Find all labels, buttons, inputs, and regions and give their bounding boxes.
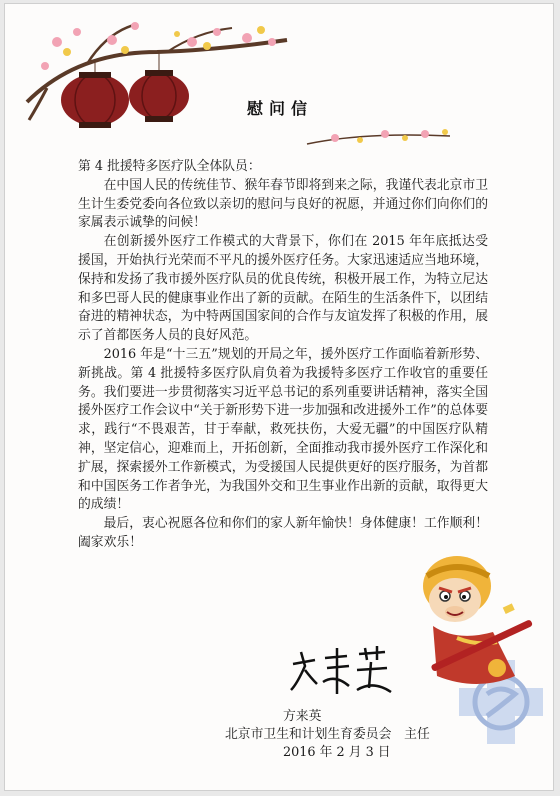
paragraph: 在中国人民的传统佳节、猴年春节即将到来之际，我谨代表北京市卫生计生委党委向各位致以亲切的慰问与良好的祝愿，并通过你们向你们的家属表示诚挚的问候！ <box>78 177 488 231</box>
paragraph: 在创新援外医疗工作模式的大背景下，你们在 2015 年年底抵达受援国，开始执行光荣而不平凡的援外医疗任务。大家迅速适应当地环境，保持和发扬了我市援外医疗队员的优良传统，积极开展工作，为特立尼达和多巴哥人民的健康事业作出了新的贡献。在陌生的生活条件下，以团结奋进的精神状态，为中特两国国家间的合作与友谊发挥了积极的作用，展示了首都医务人员的良好风范。 <box>78 234 488 344</box>
letter-page <box>4 3 554 791</box>
letter-title: 慰问信 <box>246 99 313 118</box>
paragraph: 2016 年是“十三五”规划的开局之年，援外医疗工作面临着新形势、新挑战。第 4 批援特多医疗队肩负着为我援特多医疗工作收官的重要任务。我们要进一步贯彻落实习近平总书记的系列重要讲话精神，落实全国援外医疗工作会议中“关于新形势下进一步加强和改进援外工作”的总体要求，践行“不畏艰苦，甘于奉献，救死扶伤，大爱无疆”的中国医疗队精神，坚定信心，迎难而上，开拓创新，全面推动我市援外医疗工作深化和扩展，探索援外工作新模式，为受援国人民提供更好的医疗服务，为首都和中国医务工作者争光，为我国外交和卫生事业作出新的贡献，取得更大的成绩！ <box>78 346 488 513</box>
signer-name: 方来英 <box>283 709 322 724</box>
signer-org-title: 北京市卫生和计划生育委员会 主任 <box>225 727 430 742</box>
signature-block <box>225 708 485 762</box>
handwritten-signature <box>287 644 397 699</box>
letter-body <box>78 158 488 553</box>
letter-date: 2016 年 2 月 3 日 <box>283 745 391 760</box>
paragraph: 最后，衷心祝愿各位和你们的家人新年愉快！身体健康！工作顺利！阖家欢乐！ <box>78 516 488 550</box>
plum-blossom-lantern-decoration <box>17 12 307 142</box>
salutation: 第 4 批援特多医疗队全体队员： <box>78 159 261 174</box>
monkey-king-icon <box>397 546 547 696</box>
plum-blossom-sprig-decoration <box>305 122 455 152</box>
